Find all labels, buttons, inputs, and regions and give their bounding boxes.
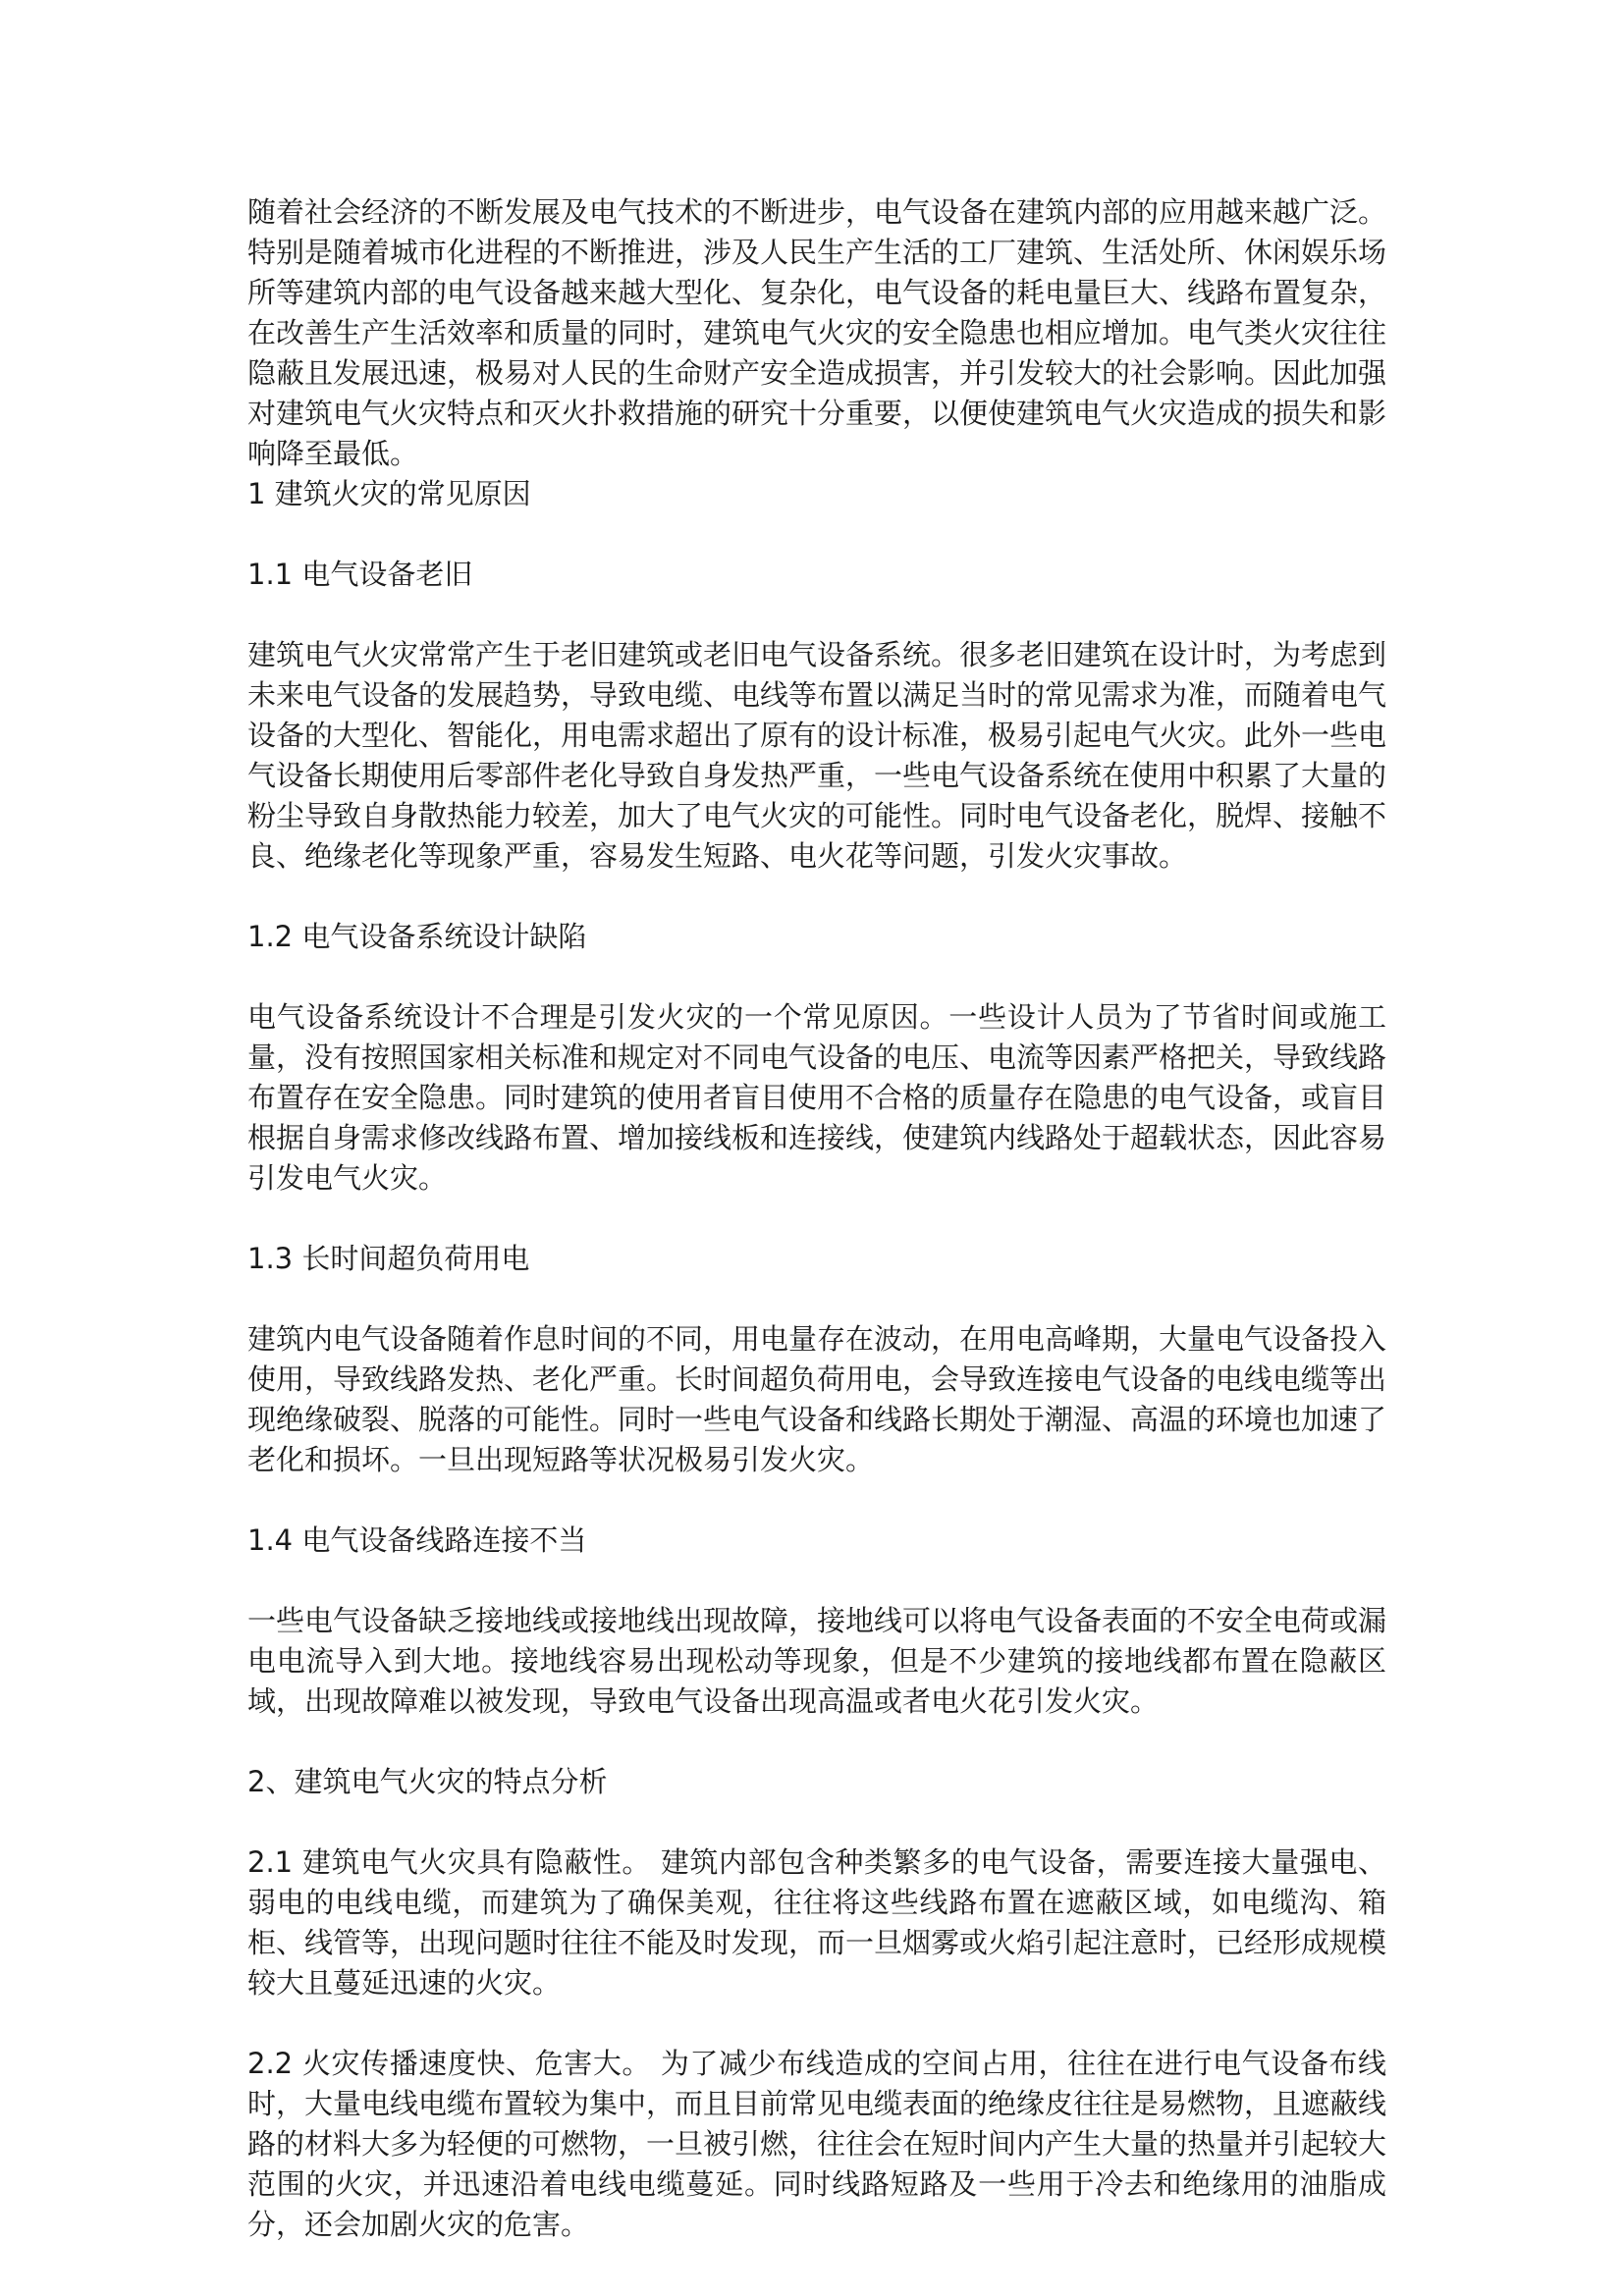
- section-2-1-paragraph: 2.1 建筑电气火灾具有隐蔽性。 建筑内部包含种类繁多的电气设备，需要连接大量强电、弱电的电线电缆，而建筑为了确保美观，往往将这些线路布置在遮蔽区域，如电缆沟、箱柜、线管等，出现问题时往往不能及时发现，而一旦烟雾或火焰引起注意时，已经形成规模较大且蔓延迅速的火灾。: [247, 1845, 1387, 2000]
- section-1-3-heading: 1.3 长时间超负荷用电: [247, 1242, 530, 1275]
- section-2-heading: 2、建筑电气火灾的特点分析: [247, 1765, 608, 1798]
- section-1-2-body: 电气设备系统设计不合理是引发火灾的一个常见原因。一些设计人员为了节省时间或施工量，没有按照国家相关标准和规定对不同电气设备的电压、电流等因素严格把关，导致线路布置存在安全隐患。同时建筑的使用者盲目使用不合格的质量存在隐患的电气设备，或盲目根据自身需求修改线路布置、增加接线板和连接线，使建筑内线路处于超载状态，因此容易引发电气火灾。: [247, 1000, 1387, 1195]
- document-page: [247, 192, 1386, 2245]
- intro-paragraph: 随着社会经济的不断发展及电气技术的不断进步，电气设备在建筑内部的应用越来越广泛。特别是随着城市化进程的不断推进，涉及人民生产生活的工厂建筑、生活处所、休闲娱乐场所等建筑内部的电气设备越来越大型化、复杂化，电气设备的耗电量巨大、线路布置复杂，在改善生产生活效率和质量的同时，建筑电气火灾的安全隐患也相应增加。电气类火灾往往隐蔽且发展迅速，极易对人民的生命财产安全造成损害，并引发较大的社会影响。因此加强对建筑电气火灾特点和灭火扑救措施的研究十分重要，以便使建筑电气火灾造成的损失和影响降至最低。: [247, 195, 1387, 470]
- section-1-heading: 1 建筑火灾的常见原因: [247, 477, 531, 510]
- section-1-3-body: 建筑内电气设备随着作息时间的不同，用电量存在波动，在用电高峰期，大量电气设备投入使用，导致线路发热、老化严重。长时间超负荷用电，会导致连接电气设备的电线电缆等出现绝缘破裂、脱落的可能性。同时一些电气设备和线路长期处于潮湿、高温的环境也加速了老化和损坏。一旦出现短路等状况极易引发火灾。: [247, 1322, 1387, 1476]
- section-1-1-heading: 1.1 电气设备老旧: [247, 558, 473, 591]
- section-2-2-paragraph: 2.2 火灾传播速度快、危害大。 为了减少布线造成的空间占用，往往在进行电气设备布线时，大量电线电缆布置较为集中，而且目前常见电缆表面的绝缘皮往往是易燃物，且遮蔽线路的材料大多为轻便的可燃物，一旦被引燃，往往会在短时间内产生大量的热量并引起较大范围的火灾，并迅速沿着电线电缆蔓延。同时线路短路及一些用于冷去和绝缘用的油脂成分，还会加剧火灾的危害。: [247, 2047, 1387, 2241]
- section-1-1-body: 建筑电气火灾常常产生于老旧建筑或老旧电气设备系统。很多老旧建筑在设计时，为考虑到未来电气设备的发展趋势，导致电缆、电线等布置以满足当时的常见需求为准，而随着电气设备的大型化、智能化，用电需求超出了原有的设计标准，极易引起电气火灾。此外一些电气设备长期使用后零部件老化导致自身发热严重，一些电气设备系统在使用中积累了大量的粉尘导致自身散热能力较差，加大了电气火灾的可能性。同时电气设备老化，脱焊、接触不良、绝缘老化等现象严重，容易发生短路、电火花等问题，引发火灾事故。: [247, 638, 1387, 873]
- section-1-2-heading: 1.2 电气设备系统设计缺陷: [247, 920, 587, 953]
- section-1-4-heading: 1.4 电气设备线路连接不当: [247, 1523, 587, 1557]
- section-1-4-body: 一些电气设备缺乏接地线或接地线出现故障，接地线可以将电气设备表面的不安全电荷或漏电电流导入到大地。接地线容易出现松动等现象，但是不少建筑的接地线都布置在隐蔽区域，出现故障难以被发现，导致电气设备出现高温或者电火花引发火灾。: [247, 1604, 1387, 1718]
